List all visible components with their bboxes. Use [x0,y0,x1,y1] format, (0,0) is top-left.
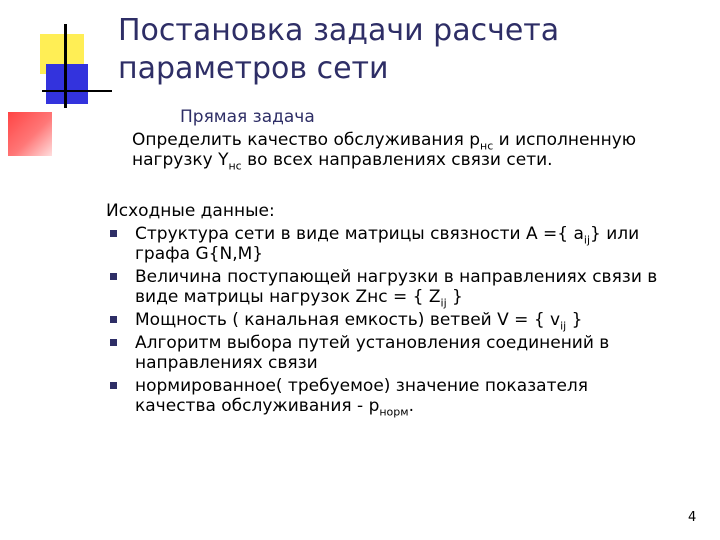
list-item-text: качества обслуживания - p [135,396,380,416]
list-item [106,376,706,419]
task-description [132,130,692,173]
bullet-square-icon [110,316,117,323]
decor-horizontal-line [42,90,112,92]
list-item-line [135,310,706,333]
page-title [118,12,698,88]
list-item-line [135,224,706,247]
list-item-line [135,287,706,310]
list-item [106,333,706,373]
list-item-line: Величина поступающей нагрузки в направлениях связи в [135,267,658,287]
list-item-text-end: } или [590,224,640,244]
list-item-text-end: . [408,396,414,416]
list-item [106,267,706,310]
task-line-1-text-end: и исполненную [493,130,637,150]
bullet-square-icon [110,273,117,280]
title-line-1: Постановка задачи расчета [118,13,560,48]
list-item-text-end: } [446,287,463,307]
list-item [106,224,706,264]
list-item-subscript: ij [560,319,567,333]
list-item-text: виде матрицы нагрузок Zнс = { Z [135,287,441,307]
initial-data-list [106,224,706,419]
list-item-line: Алгоритм выбора путей установления соединений в [135,333,610,353]
list-item-subscript: ij [583,233,591,247]
list-item-line: нормированное( требуемое) значение показателя [135,376,589,396]
task-line-2-text: нагрузку Y [132,150,229,170]
page-number: 4 [688,510,697,525]
list-item-line [135,396,706,419]
list-item-text-end: } [566,310,583,330]
decor-blue-square [46,64,88,104]
bullet-square-icon [110,230,117,237]
initial-data-heading: Исходные данные: [106,201,275,221]
list-item-subscript: норм [379,405,409,419]
list-item-line: графа G{N,M} [135,244,264,264]
decor-red-square [8,112,52,156]
task-line-2-subscript: нс [228,159,242,173]
task-heading: Прямая задача [180,107,315,127]
task-line-1-text: Определить качество обслуживания p [132,130,481,150]
list-item-subscript: ij [440,296,447,310]
list-item-line: направлениях связи [135,353,318,373]
bullet-square-icon [110,382,117,389]
decor-vertical-line [64,24,67,108]
list-item [106,310,706,333]
task-line-1-subscript: нс [480,139,494,153]
list-item-text: Структура сети в виде матрицы связности A ={ a [135,224,584,244]
task-line-2-text-end: во всех направлениях связи сети. [241,150,553,170]
task-line-1 [132,130,692,153]
title-line-2: параметров сети [118,51,389,86]
bullet-square-icon [110,339,117,346]
list-item-text: Мощность ( канальная емкость) ветвей V = { v [135,310,561,330]
task-line-2 [132,150,692,173]
